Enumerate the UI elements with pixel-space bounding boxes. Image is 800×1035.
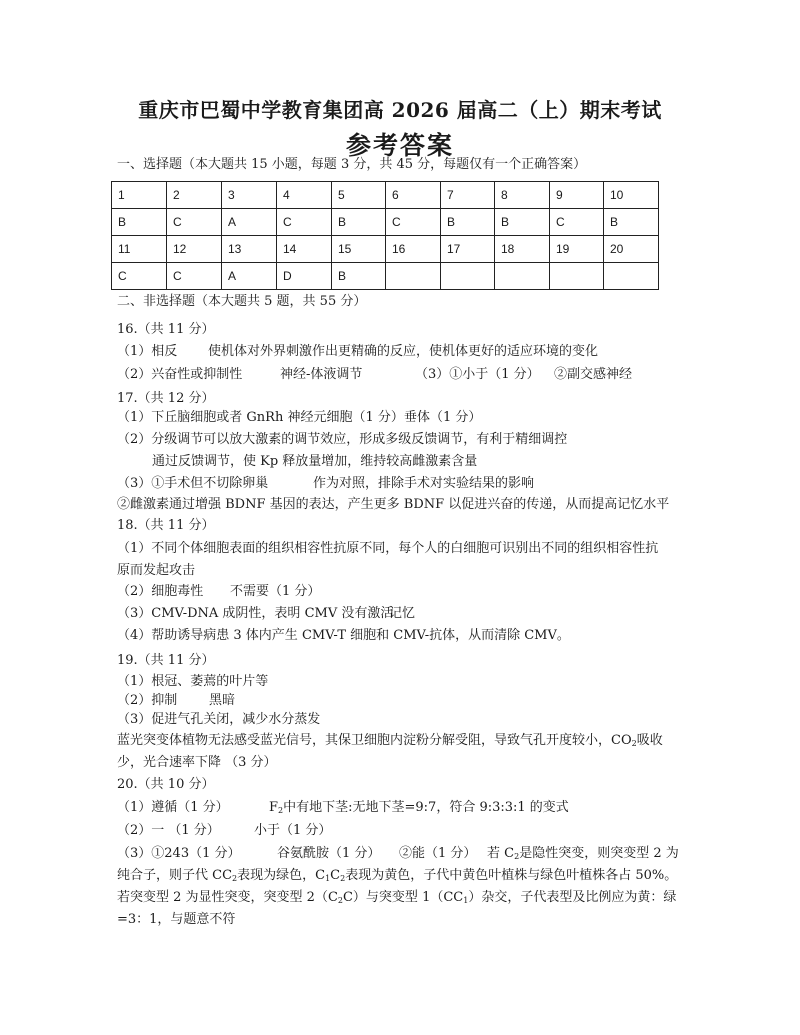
q19-line-2-part-b: 黑暗 xyxy=(209,693,236,708)
table-cell: C xyxy=(167,263,222,290)
table-cell: 14 xyxy=(277,236,332,263)
q20-line-3-subscript: 2 xyxy=(514,852,520,861)
table-cell: 15 xyxy=(332,236,386,263)
q16-line-1-part-a: （1）相反 xyxy=(117,344,178,359)
table-cell: 20 xyxy=(604,236,659,263)
table-cell: 16 xyxy=(386,236,441,263)
q19-line-3: （3）促进气孔关闭，减少水分蒸发 xyxy=(117,712,321,727)
q17-line-5: ②雌激素通过增强 BDNF 基因的表达，产生更多 BDNF 以促进兴奋的传递，从而提高记忆水平 xyxy=(117,497,670,512)
q18-line-3 xyxy=(117,583,320,601)
q19-heading: 19.（共 11 分） xyxy=(117,653,215,668)
q17-line-1 xyxy=(117,409,481,427)
table-cell: 7 xyxy=(441,182,495,209)
q16-line-2-part-b: 神经-体液调节 xyxy=(280,367,363,382)
q18-line-4 xyxy=(117,605,415,623)
q18-line-4-part-b: 记忆 xyxy=(389,606,416,621)
q20-line-4-part-b: 表现为绿色，C xyxy=(237,868,326,883)
table-cell xyxy=(441,263,495,290)
q18-line-5: （4）帮助诱导病患 3 体内产生 CMV-T 细胞和 CMV-抗体，从而清除 CMV。 xyxy=(117,628,570,643)
q18-line-3-part-b: 不需要（1 分） xyxy=(230,584,321,599)
q19-line-4-part-b: 吸收 xyxy=(636,733,663,748)
q16-line-2-part-d: ②副交感神经 xyxy=(554,367,633,382)
q20-line-4-subscript-3: 2 xyxy=(340,874,346,883)
q19-line-4-part-a: 蓝光突变体植物无法感受蓝光信号，其保卫细胞内淀粉分解受阻，导致气孔开度较小，CO xyxy=(117,733,632,748)
q19-line-4-subscript: 2 xyxy=(631,739,637,748)
q20-line-3-part-d: 若 C xyxy=(487,846,515,861)
q20-line-4 xyxy=(117,867,677,888)
q20-line-1-part-b: F xyxy=(269,800,279,815)
q20-line-5-subscript-2: 1 xyxy=(463,896,469,905)
table-cell: C xyxy=(112,263,167,290)
table-cell: D xyxy=(277,263,332,290)
q19-line-2 xyxy=(117,692,235,710)
table-cell: 18 xyxy=(495,236,550,263)
q20-line-1-part-c: 中有地下茎:无地下茎=9:7，符合 9:3:3:1 的变式 xyxy=(283,800,569,815)
table-row xyxy=(112,182,659,209)
q17-line-1-part-b: 垂体（1 分） xyxy=(404,410,482,425)
q16-line-2-part-c: （3）①小于（1 分） xyxy=(415,367,540,382)
q16-line-2 xyxy=(117,366,632,384)
q20-line-4-part-a: 纯合子，则子代 CC xyxy=(117,868,233,883)
q20-line-1-part-a: （1）遵循（1 分） xyxy=(117,800,229,815)
table-cell: B xyxy=(112,209,167,236)
q20-line-4-subscript-2: 1 xyxy=(325,874,331,883)
q20-line-5-subscript-1: 2 xyxy=(337,896,343,905)
table-cell: B xyxy=(604,209,659,236)
q17-line-4-part-b: 作为对照，排除手术对实验结果的影响 xyxy=(313,476,535,491)
q17-heading: 17.（共 12 分） xyxy=(117,391,215,406)
q18-line-2: 原而发起攻击 xyxy=(117,563,196,578)
table-row xyxy=(112,236,659,263)
q20-line-4-subscript-1: 2 xyxy=(232,874,238,883)
table-cell: A xyxy=(222,263,277,290)
q17-line-4 xyxy=(117,475,534,493)
q19-line-2-part-a: （2）抑制 xyxy=(117,693,178,708)
table-cell: C xyxy=(386,209,441,236)
q20-line-5 xyxy=(117,889,676,910)
table-cell: 4 xyxy=(277,182,332,209)
q20-line-3 xyxy=(117,845,679,866)
table-cell: B xyxy=(441,209,495,236)
q20-line-5-part-b: C）与突变型 1（CC xyxy=(342,890,464,905)
q17-line-1-part-a: （1）下丘脑细胞或者 GnRh 神经元细胞（1 分） xyxy=(117,410,404,425)
q19-line-1: （1）根冠、萎蔫的叶片等 xyxy=(117,674,269,689)
q16-heading: 16.（共 11 分） xyxy=(117,322,215,337)
table-cell: C xyxy=(167,209,222,236)
q18-line-3-part-a: （2）细胞毒性 xyxy=(117,584,204,599)
table-cell xyxy=(604,263,659,290)
q17-line-4-part-a: （3）①手术但不切除卵巢 xyxy=(117,476,269,491)
q16-line-1 xyxy=(117,343,598,361)
q20-line-3-part-a: （3）①243（1 分） xyxy=(117,846,241,861)
table-cell: C xyxy=(277,209,332,236)
q20-line-6: =3：1，与题意不符 xyxy=(117,912,236,927)
q20-line-1-subscript: 2 xyxy=(278,806,284,815)
q20-line-2 xyxy=(117,822,331,840)
q18-heading: 18.（共 11 分） xyxy=(117,518,215,533)
table-row xyxy=(112,263,659,290)
table-cell: C xyxy=(550,209,604,236)
q20-line-3-part-e: 是隐性突变，则突变型 2 为 xyxy=(519,846,679,861)
table-cell: 5 xyxy=(332,182,386,209)
q19-line-5: 少，光合速率下降 （3 分） xyxy=(117,755,277,770)
table-cell: 19 xyxy=(550,236,604,263)
section1-heading: 一、选择题（本大题共 15 小题，每题 3 分，共 45 分，每题仅有一个正确答案） xyxy=(117,157,587,172)
table-row xyxy=(112,209,659,236)
q16-line-1-part-b: 使机体对外界刺激作出更精确的反应，使机体更好的适应环境的变化 xyxy=(208,344,599,359)
table-cell: 3 xyxy=(222,182,277,209)
table-cell: B xyxy=(332,209,386,236)
exam-title: 重庆市巴蜀中学教育集团高 2026 届高二（上）期末考试 xyxy=(138,98,662,122)
q16-line-2-part-a: （2）兴奋性或抑制性 xyxy=(117,367,243,382)
q20-line-4-part-d: 表现为黄色，子代中黄色叶植株与绿色叶植株各占 50%。 xyxy=(345,868,678,883)
answer-key-subtitle: 参考答案 xyxy=(345,131,454,160)
table-cell: 9 xyxy=(550,182,604,209)
table-cell: 12 xyxy=(167,236,222,263)
table-cell: 13 xyxy=(222,236,277,263)
table-cell xyxy=(550,263,604,290)
q20-heading: 20.（共 10 分） xyxy=(117,777,215,792)
table-cell: 8 xyxy=(495,182,550,209)
multiple-choice-answer-table xyxy=(111,181,659,290)
table-cell: 17 xyxy=(441,236,495,263)
table-cell: B xyxy=(332,263,386,290)
table-cell: 1 xyxy=(112,182,167,209)
q20-line-3-part-c: ②能（1 分） xyxy=(399,846,477,861)
q19-line-4 xyxy=(117,732,663,753)
q20-line-2-part-b: 小于（1 分） xyxy=(254,823,332,838)
table-cell: 6 xyxy=(386,182,441,209)
table-cell xyxy=(495,263,550,290)
table-cell: 11 xyxy=(112,236,167,263)
table-cell: B xyxy=(495,209,550,236)
q20-line-1 xyxy=(117,799,569,820)
section2-heading: 二、非选择题（本大题共 5 题，共 55 分） xyxy=(117,294,367,309)
table-cell: A xyxy=(222,209,277,236)
table-cell: 2 xyxy=(167,182,222,209)
q17-line-2: （2）分级调节可以放大激素的调节效应，形成多级反馈调节，有利于精细调控 xyxy=(117,432,568,447)
q20-line-2-part-a: （2）一 （1 分） xyxy=(117,823,220,838)
q20-line-5-part-c: ）杂交，子代表型及比例应为黄：绿 xyxy=(468,890,677,905)
q20-line-5-part-a: 若突变型 2 为显性突变，突变型 2（C xyxy=(117,890,338,905)
q20-line-3-part-b: 谷氨酰胺（1 分） xyxy=(277,846,381,861)
table-cell xyxy=(386,263,441,290)
q17-line-3: 通过反馈调节，使 Kp 释放量增加，维持较高雌激素含量 xyxy=(152,454,478,469)
q18-line-1: （1）不同个体细胞表面的组织相容性抗原不同，每个人的白细胞可识别出不同的组织相容性抗 xyxy=(117,541,659,556)
table-cell: 10 xyxy=(604,182,659,209)
q20-line-4-part-c: C xyxy=(330,868,341,883)
q18-line-4-part-a: （3）CMV-DNA 成阴性，表明 CMV 没有激活 xyxy=(117,606,394,621)
